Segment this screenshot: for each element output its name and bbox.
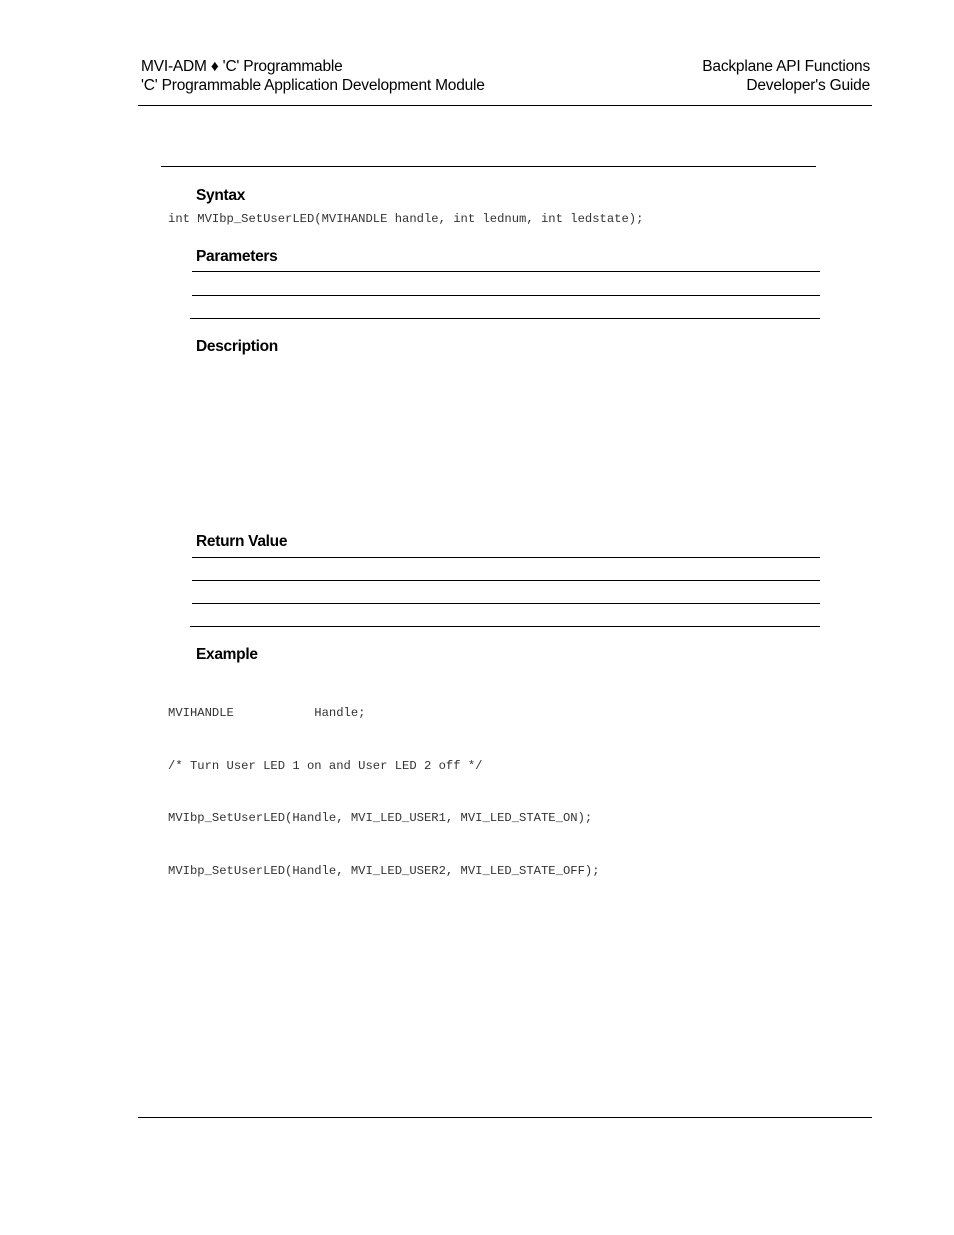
header-guide-title: Developer's Guide xyxy=(746,77,870,94)
parameters-heading: Parameters xyxy=(196,248,278,265)
syntax-heading: Syntax xyxy=(196,187,246,204)
header-divider xyxy=(138,105,872,106)
parameters-table-header-rule xyxy=(192,271,820,272)
running-header-right xyxy=(702,57,870,95)
syntax-code: int MVIbp_SetUserLED(MVIHANDLE handle, int lednum, int ledstate); xyxy=(168,212,644,226)
parameters-table-bottom-rule xyxy=(190,318,820,319)
function-title-rule xyxy=(161,166,816,167)
parameters-table-row-rule xyxy=(192,295,820,296)
example-code-line: MVIbp_SetUserLED(Handle, MVI_LED_USER1, MVI_LED_STATE_ON); xyxy=(168,811,593,825)
footer-divider xyxy=(138,1117,872,1118)
return-value-heading: Return Value xyxy=(196,533,288,550)
example-code-line: MVIHANDLE Handle; xyxy=(168,706,366,720)
example-code-line: /* Turn User LED 1 on and User LED 2 off */ xyxy=(168,758,483,773)
example-code-line: MVIbp_SetUserLED(Handle, MVI_LED_USER2, MVI_LED_STATE_OFF); xyxy=(168,863,600,878)
running-header-left xyxy=(141,57,485,95)
header-product-subtitle: 'C' Programmable Application Development Module xyxy=(141,77,485,94)
return-table-header-rule xyxy=(192,557,820,558)
example-code-block xyxy=(168,670,600,898)
example-heading: Example xyxy=(196,646,258,663)
header-chapter-title: Backplane API Functions xyxy=(702,58,870,75)
header-product-title: MVI-ADM ♦ 'C' Programmable xyxy=(141,58,343,75)
return-table-bottom-rule xyxy=(190,626,820,627)
description-heading: Description xyxy=(196,338,278,355)
return-table-row-rule xyxy=(192,580,820,581)
return-table-row-rule xyxy=(192,603,820,604)
